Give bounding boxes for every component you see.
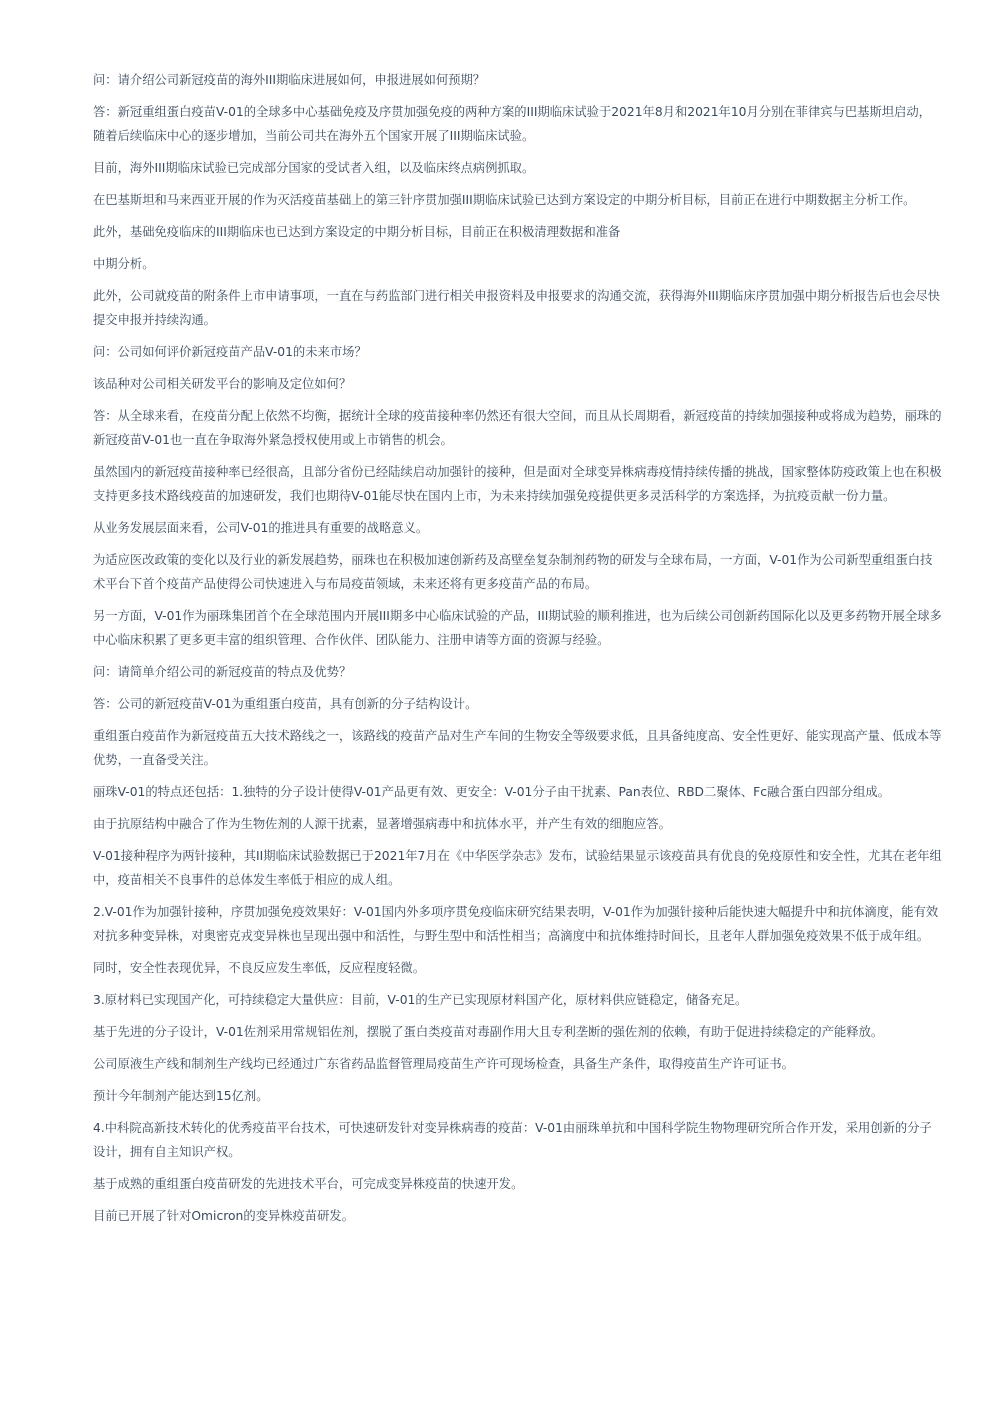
paragraph: 虽然国内的新冠疫苗接种率已经很高，且部分省份已经陆续启动加强针的接种，但是面对全球变异株病毒疫情持续传播的挑战，国家整体防疫政策上也在积极支持更多技术路线疫苗的加速研发，我们也期待V-01能尽快在国内上市，为未来持续加强免疫提供更多灵活科学的方案选择，为抗疫贡献一份力量。 xyxy=(93,465,942,503)
paragraph: 在巴基斯坦和马来西亚开展的作为灭活疫苗基础上的第三针序贯加强III期临床试验已达到方案设定的中期分析目标，目前正在进行中期数据主分析工作。 xyxy=(93,193,916,207)
paragraph: 丽珠V-01的特点还包括：1.独特的分子设计使得V-01产品更有效、更安全：V-01分子由干扰素、Pan表位、RBD二聚体、Fc融合蛋白四部分组成。 xyxy=(93,785,890,799)
paragraph: 由于抗原结构中融合了作为生物佐剂的人源干扰素，显著增强病毒中和抗体水平，并产生有效的细胞应答。 xyxy=(93,817,671,831)
paragraph: 此外，基础免疫临床的III期临床也已达到方案设定的中期分析目标，目前正在积极清理数据和准备 xyxy=(93,225,621,239)
paragraph: 预计今年制剂产能达到15亿剂。 xyxy=(93,1089,269,1103)
paragraph: 基于先进的分子设计，V-01佐剂采用常规铝佐剂，摆脱了蛋白类疫苗对毒副作用大且专利垄断的强佐剂的依赖，有助于促进持续稳定的产能释放。 xyxy=(93,1025,884,1039)
paragraph: 从业务发展层面来看，公司V-01的推进具有重要的战略意义。 xyxy=(93,521,429,535)
paragraph: 另一方面，V-01作为丽珠集团首个在全球范围内开展III期多中心临床试验的产品，III期试验的顺利推进，也为后续公司创新药国际化以及更多药物开展全球多中心临床积累了更多更丰富的组织管理、合作伙伴、团队能力、注册申请等方面的资源与经验。 xyxy=(93,609,942,647)
paragraph: 同时，安全性表现优异，不良反应发生率低，反应程度轻微。 xyxy=(93,961,426,975)
paragraph: 目前，海外III期临床试验已完成部分国家的受试者入组，以及临床终点病例抓取。 xyxy=(93,161,535,175)
paragraph: 3.原材料已实现国产化，可持续稳定大量供应：目前，V-01的生产已实现原材料国产化，原材料供应链稳定，储备充足。 xyxy=(93,993,748,1007)
paragraph: 4.中科院高新技术转化的优秀疫苗平台技术，可快速研发针对变异株病毒的疫苗：V-01由丽珠单抗和中国科学院生物物理研究所合作开发，采用创新的分子设计，拥有自主知识产权。 xyxy=(93,1121,932,1159)
paragraph: 问：请简单介绍公司的新冠疫苗的特点及优势？ xyxy=(93,665,352,679)
paragraph: 重组蛋白疫苗作为新冠疫苗五大技术路线之一，该路线的疫苗产品对生产车间的生物安全等级要求低，且具备纯度高、安全性更好、能实现高产量、低成本等优势，一直备受关注。 xyxy=(93,729,942,767)
paragraph: 公司原液生产线和制剂生产线均已经通过广东省药品监督管理局疫苗生产许可现场检查，具备生产条件，取得疫苗生产许可证书。 xyxy=(93,1057,794,1071)
paragraph: 问：公司如何评价新冠疫苗产品V-01的未来市场？ xyxy=(93,345,367,359)
paragraph: 2.V-01作为加强针接种，序贯加强免疫效果好：V-01国内外多项序贯免疫临床研究结果表明，V-01作为加强针接种后能快速大幅提升中和抗体滴度，能有效对抗多种变异株，对奥密克戎变异株也呈现出强中和活性，与野生型中和活性相当；高滴度中和抗体维持时间长，且老年人群加强免疫效果不低于成年组。 xyxy=(93,905,939,943)
paragraph: 答：公司的新冠疫苗V-01为重组蛋白疫苗，具有创新的分子结构设计。 xyxy=(93,697,478,711)
paragraph: 答：从全球来看，在疫苗分配上依然不均衡，据统计全球的疫苗接种率仍然还有很大空间，而且从长周期看，新冠疫苗的持续加强接种或将成为趋势，丽珠的新冠疫苗V-01也一直在争取海外紧急授权使用或上市销售的机会。 xyxy=(93,409,942,447)
paragraph: 为适应医改政策的变化以及行业的新发展趋势，丽珠也在积极加速创新药及高壁垒复杂制剂药物的研发与全球布局，一方面，V-01作为公司新型重组蛋白技术平台下首个疫苗产品使得公司快速进入与布局疫苗领域，未来还将有更多疫苗产品的布局。 xyxy=(93,553,933,591)
paragraph: 基于成熟的重组蛋白疫苗研发的先进技术平台，可完成变异株疫苗的快速开发。 xyxy=(93,1177,524,1191)
paragraph: 中期分析。 xyxy=(93,257,155,271)
paragraph: 该品种对公司相关研发平台的影响及定位如何？ xyxy=(93,377,352,391)
paragraph: 答：新冠重组蛋白疫苗V-01的全球多中心基础免疫及序贯加强免疫的两种方案的III期临床试验于2021年8月和2021年10月分别在菲律宾与巴基斯坦启动，随着后续临床中心的逐步增加，当前公司共在海外五个国家开展了III期临床试验。 xyxy=(93,105,931,143)
paragraph: 此外，公司就疫苗的附条件上市申请事项，一直在与药监部门进行相关申报资料及申报要求的沟通交流，获得海外III期临床序贯加强中期分析报告后也会尽快提交申报并持续沟通。 xyxy=(93,289,941,327)
paragraph: 问：请介绍公司新冠疫苗的海外III期临床进展如何，申报进展如何预期？ xyxy=(93,73,486,87)
paragraph: 目前已开展了针对Omicron的变异株疫苗研发。 xyxy=(93,1209,354,1223)
paragraph: V-01接种程序为两针接种，其II期临床试验数据已于2021年7月在《中华医学杂志》发布，试验结果显示该疫苗具有优良的免疫原性和安全性，尤其在老年组中，疫苗相关不良事件的总体发生率低于相应的成人组。 xyxy=(93,849,942,887)
